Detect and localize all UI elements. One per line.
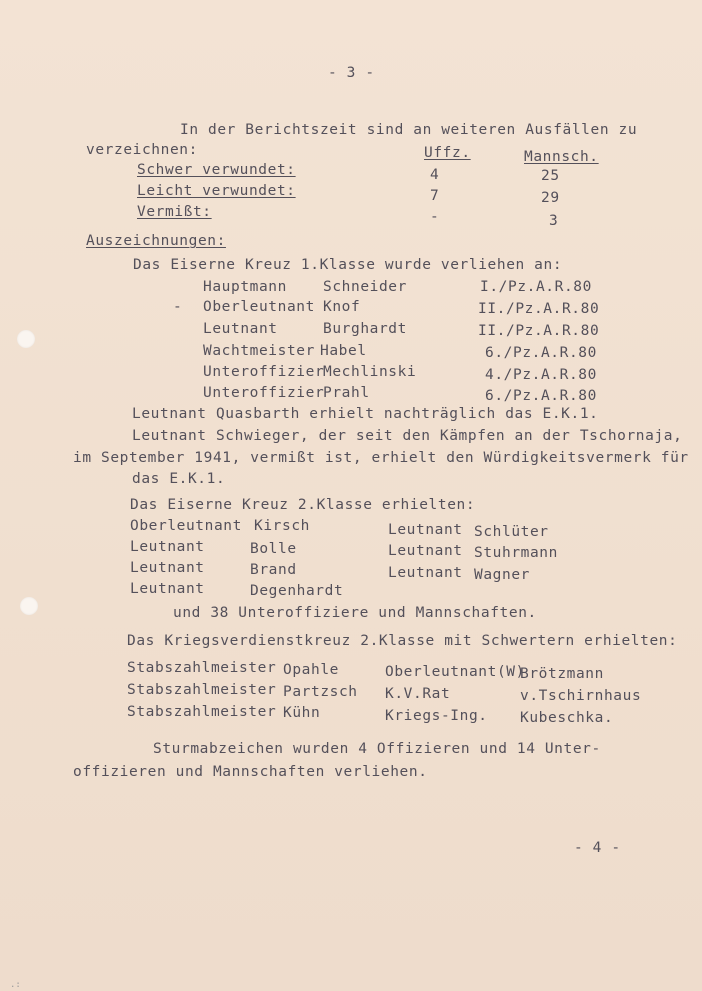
losses-row-uffz: 7 bbox=[430, 188, 440, 204]
ek2-name: Degenhardt bbox=[250, 583, 344, 599]
ek2-name: Wagner bbox=[474, 567, 530, 583]
losses-row-mannsch: 3 bbox=[549, 213, 559, 229]
ek1-name: Habel bbox=[320, 343, 367, 359]
ek2-name: Schlüter bbox=[474, 524, 549, 540]
losses-row-uffz: - bbox=[430, 209, 440, 225]
kvk-rank: Stabszahlmeister bbox=[127, 660, 277, 676]
schwieger-line: Leutnant Schwieger, der seit den Kämpfen an der Tschornaja, bbox=[132, 428, 683, 444]
ek2-rank: Leutnant bbox=[130, 581, 205, 597]
ek2-footer: und 38 Unteroffiziere und Mannschaften. bbox=[173, 605, 537, 621]
ek2-name: Brand bbox=[250, 562, 297, 578]
kvk-heading: Das Kriegsverdienstkreuz 2.Klasse mit Schwertern erhielten: bbox=[127, 633, 678, 649]
punch-hole bbox=[20, 597, 38, 615]
ek1-name: Burghardt bbox=[323, 321, 407, 337]
kvk-name: Partzsch bbox=[283, 684, 358, 700]
scan-mark: .: bbox=[10, 980, 21, 990]
ek1-name: Mechlinski bbox=[323, 364, 417, 380]
schwieger-line: das E.K.1. bbox=[132, 471, 226, 487]
ek1-rank: Wachtmeister bbox=[203, 343, 315, 359]
losses-row-uffz: 4 bbox=[430, 167, 440, 183]
losses-row-mannsch: 25 bbox=[541, 168, 560, 184]
ek2-rank: Leutnant bbox=[130, 560, 205, 576]
losses-row-label: Vermißt: bbox=[137, 204, 212, 220]
ek1-unit: I./Pz.A.R.80 bbox=[480, 279, 592, 295]
quasbarth-line: Leutnant Quasbarth erhielt nachträglich das E.K.1. bbox=[132, 406, 599, 422]
punch-hole bbox=[17, 330, 35, 348]
losses-row-label: Leicht verwundet: bbox=[137, 183, 296, 199]
intro-line: In der Berichtszeit sind an weiteren Ausfällen zu bbox=[180, 122, 638, 138]
losses-row-mannsch: 29 bbox=[541, 190, 560, 206]
ek1-rank: Hauptmann bbox=[203, 279, 287, 295]
ek2-name: Stuhrmann bbox=[474, 545, 558, 561]
schwieger-line: im September 1941, vermißt ist, erhielt den Würdigkeitsvermerk für bbox=[73, 450, 689, 466]
kvk-name: Kubeschka. bbox=[520, 710, 614, 726]
ek1-unit: 6./Pz.A.R.80 bbox=[485, 345, 597, 361]
mark-dash: - bbox=[173, 299, 183, 315]
kvk-rank: Oberleutnant(W) bbox=[385, 664, 525, 680]
ek1-rank: Unteroffizier bbox=[203, 385, 325, 401]
ek2-name: Kirsch bbox=[254, 518, 310, 534]
ek2-rank: Leutnant bbox=[388, 522, 463, 538]
ek2-heading: Das Eiserne Kreuz 2.Klasse erhielten: bbox=[130, 497, 476, 513]
sturm-line: Sturmabzeichen wurden 4 Offizieren und 14 Unter- bbox=[153, 741, 601, 757]
ek1-unit: 4./Pz.A.R.80 bbox=[485, 367, 597, 383]
ek1-name: Prahl bbox=[323, 385, 370, 401]
awards-heading: Auszeichnungen: bbox=[86, 233, 226, 249]
losses-header-mannsch: Mannsch. bbox=[524, 149, 599, 165]
ek1-unit: II./Pz.A.R.80 bbox=[478, 323, 600, 339]
ek1-name: Knof bbox=[323, 299, 361, 315]
page-number: - 3 - bbox=[328, 65, 375, 81]
ek2-name: Bolle bbox=[250, 541, 297, 557]
ek2-rank: Leutnant bbox=[388, 565, 463, 581]
ek1-rank: Oberleutnant bbox=[203, 299, 315, 315]
kvk-name: Brötzmann bbox=[520, 666, 604, 682]
ek1-unit: 6./Pz.A.R.80 bbox=[485, 388, 597, 404]
ek1-rank: Unteroffizier bbox=[203, 364, 325, 380]
next-page-number: - 4 - bbox=[574, 840, 621, 856]
losses-row-label: Schwer verwundet: bbox=[137, 162, 296, 178]
ek1-rank: Leutnant bbox=[203, 321, 278, 337]
kvk-name: v.Tschirnhaus bbox=[520, 688, 642, 704]
losses-header-uffz: Uffz. bbox=[424, 145, 471, 161]
kvk-rank: K.V.Rat bbox=[385, 686, 451, 702]
kvk-rank: Stabszahlmeister bbox=[127, 704, 277, 720]
kvk-rank: Stabszahlmeister bbox=[127, 682, 277, 698]
ek1-unit: II./Pz.A.R.80 bbox=[478, 301, 600, 317]
ek1-name: Schneider bbox=[323, 279, 407, 295]
intro-line: verzeichnen: bbox=[86, 142, 198, 158]
ek2-rank: Oberleutnant bbox=[130, 518, 242, 534]
sturm-line: offizieren und Mannschaften verliehen. bbox=[73, 764, 428, 780]
kvk-name: Kühn bbox=[283, 705, 321, 721]
kvk-rank: Kriegs-Ing. bbox=[385, 708, 488, 724]
ek1-heading: Das Eiserne Kreuz 1.Klasse wurde verliehen an: bbox=[133, 257, 563, 273]
ek2-rank: Leutnant bbox=[388, 543, 463, 559]
ek2-rank: Leutnant bbox=[130, 539, 205, 555]
kvk-name: Opahle bbox=[283, 662, 339, 678]
